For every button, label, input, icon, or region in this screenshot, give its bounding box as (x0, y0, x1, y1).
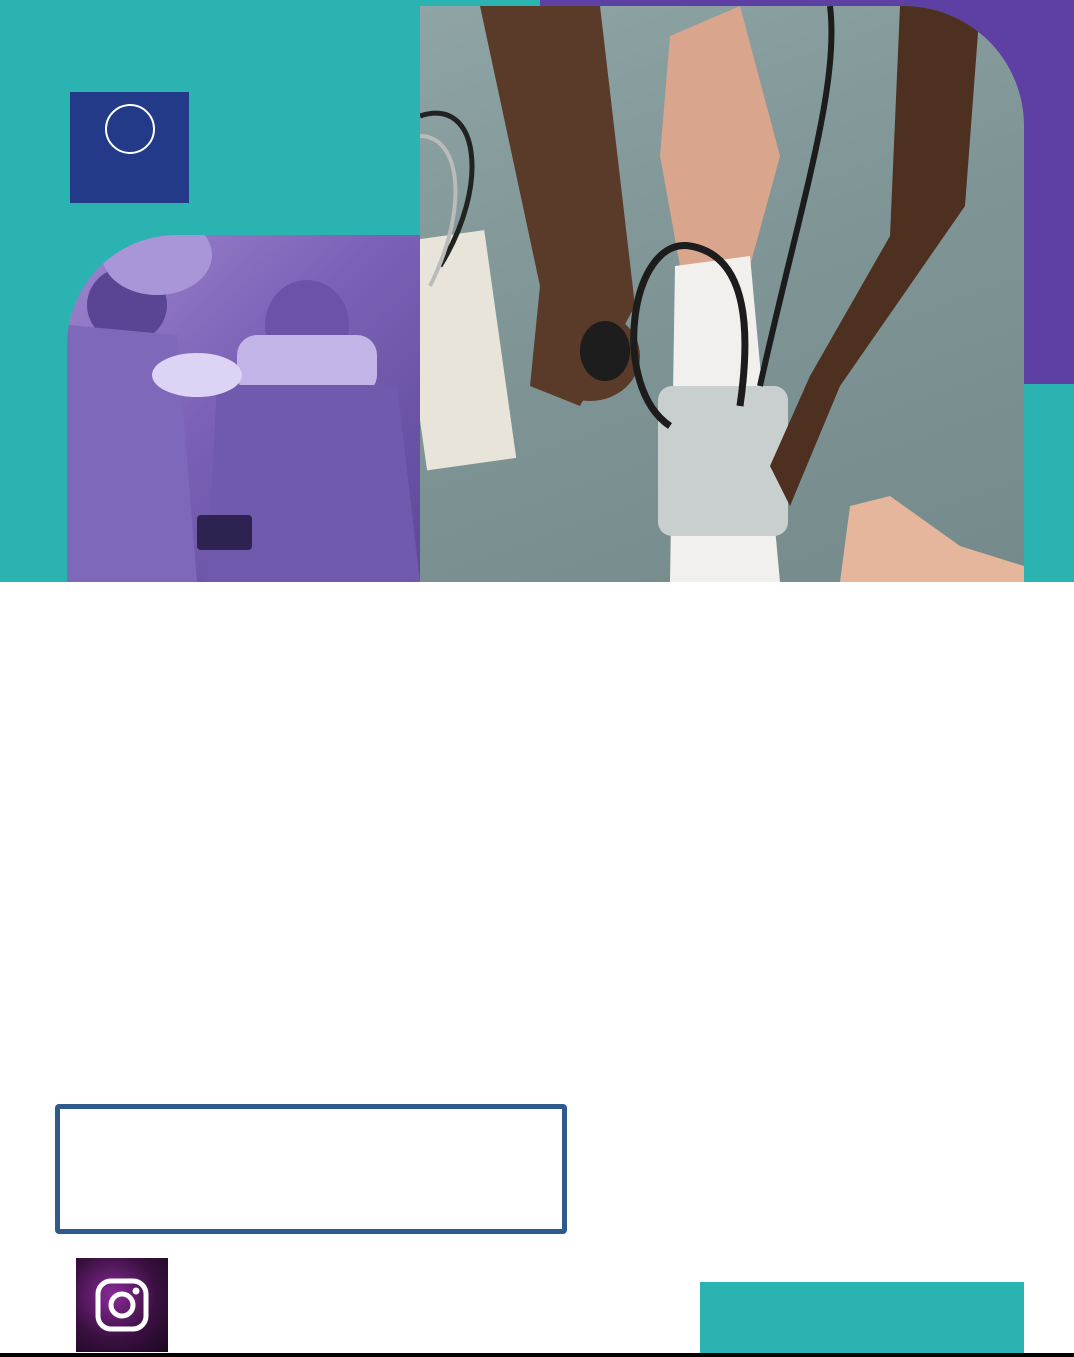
teal-footer-block (700, 1282, 1024, 1357)
suny-logo (70, 92, 189, 203)
surgery-photo (67, 235, 420, 582)
suny-logo-mark (105, 104, 155, 154)
surgery-illustration (67, 235, 420, 582)
decorative-dots-grid (700, 695, 1030, 1245)
instagram-icon[interactable] (76, 1258, 168, 1352)
contact-box (55, 1104, 567, 1234)
instagram-glyph (93, 1276, 151, 1334)
blood-pressure-illustration (420, 6, 1024, 582)
decorative-dots-top (245, 60, 405, 220)
blood-pressure-photo (420, 6, 1024, 582)
bottom-border (0, 1353, 1074, 1357)
